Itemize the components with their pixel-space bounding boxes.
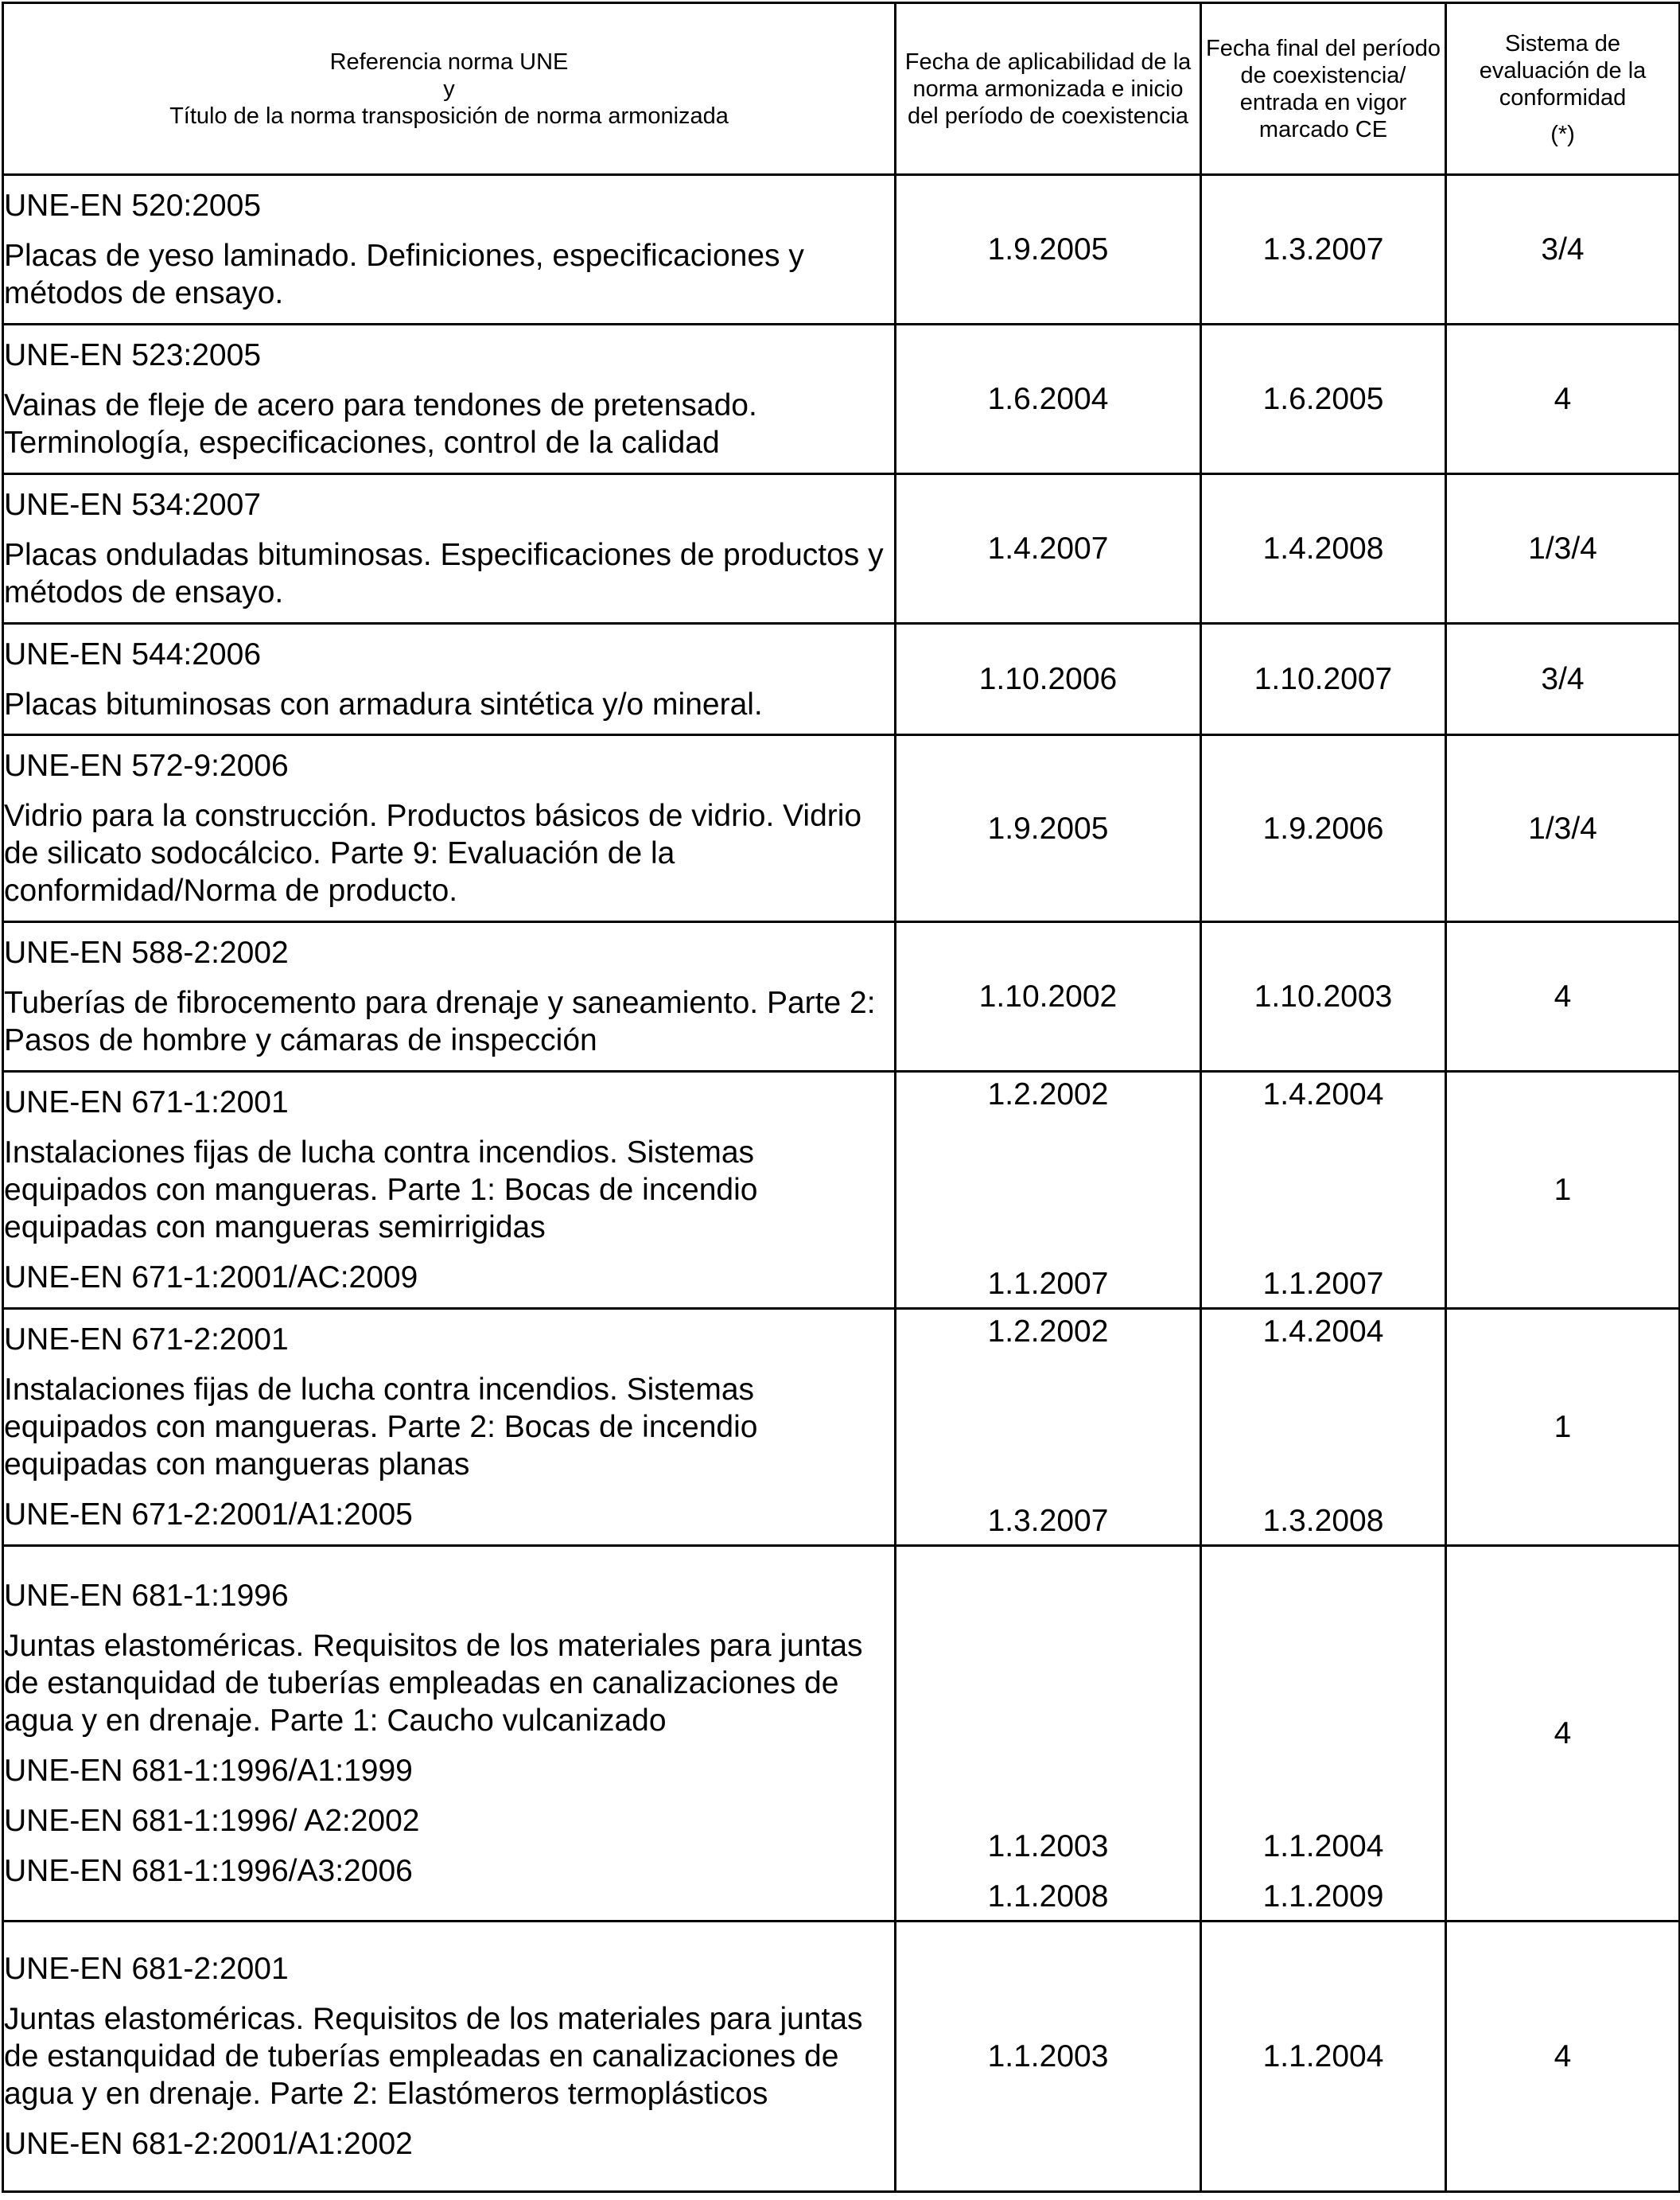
standard-title: Placas de yeso laminado. Definiciones, especificaciones y métodos de ensayo.: [4, 239, 804, 310]
standards-table: [2, 2, 1680, 2193]
reference-cell: [3, 1309, 896, 1546]
start-date-cell: [896, 1546, 1201, 1922]
start-date: 1.4.2007: [896, 474, 1201, 624]
amendment-code: UNE-EN 681-2:2001/A1:2002: [4, 2127, 413, 2161]
header-reference-line2: y: [443, 76, 455, 102]
standard-code: UNE-EN 534:2007: [4, 488, 262, 522]
end-date: 1.4.2004: [1262, 1077, 1384, 1112]
header-end-date: Fecha final del período de coexistencia/ entrada en vigor marcado CE: [1201, 3, 1446, 175]
amendment-start-date: 1.1.2008: [987, 1879, 1109, 1914]
system-value: 4: [1446, 325, 1680, 474]
header-reference: [3, 3, 896, 175]
start-date: 1.10.2002: [896, 922, 1201, 1072]
standard-code: UNE-EN 520:2005: [4, 189, 262, 223]
reference-cell: [3, 325, 896, 474]
amendment-end-date: 1.1.2004: [1262, 1829, 1384, 1863]
table-row: [3, 735, 1680, 922]
header-reference-line3: Título de la norma transposición de norma armonizada: [169, 103, 729, 129]
amendment-start-date: 1.1.2003: [987, 1829, 1109, 1863]
standard-code: UNE-EN 681-1:1996: [4, 1579, 289, 1613]
end-date: 1.4.2004: [1262, 1314, 1384, 1349]
amendment-code: UNE-EN 671-2:2001/A1:2005: [4, 1497, 413, 1532]
standard-title: Instalaciones fijas de lucha contra incendios. Sistemas equipados con mangueras. Parte 2: Bocas de incendio equipadas con mangueras planas: [4, 1373, 758, 1482]
table-row: [3, 175, 1680, 325]
reference-cell: [3, 735, 896, 922]
start-date-cell: [896, 1072, 1201, 1309]
header-reference-line1: Referencia norma UNE: [329, 49, 569, 75]
system-value: 4: [1446, 922, 1680, 1072]
header-system: [1446, 3, 1680, 175]
amendment-code: UNE-EN 681-1:1996/A3:2006: [4, 1854, 413, 1888]
amendment-start-date: 1.3.2007: [987, 1504, 1109, 1538]
standard-code: UNE-EN 671-2:2001: [4, 1322, 289, 1357]
table-row: [3, 1309, 1680, 1546]
standard-title: Vainas de fleje de acero para tendones de pretensado. Terminología, especificaciones, control de la calidad: [4, 388, 757, 460]
standard-code: UNE-EN 681-2:2001: [4, 1952, 289, 1986]
table-row: [3, 1072, 1680, 1309]
table-row: [3, 474, 1680, 624]
amendment-code: UNE-EN 681-1:1996/A1:1999: [4, 1754, 413, 1788]
standard-title: Placas onduladas bituminosas. Especificaciones de productos y métodos de ensayo.: [4, 538, 884, 609]
start-date: 1.6.2004: [896, 325, 1201, 474]
amendment-end-date: 1.1.2009: [1262, 1879, 1384, 1914]
header-start-date: Fecha de aplicabilidad de la norma armonizada e inicio del período de coexistencia: [896, 3, 1201, 175]
amendment-code: UNE-EN 681-1:1996/ A2:2002: [4, 1804, 420, 1838]
end-date: 1.10.2007: [1201, 624, 1446, 735]
start-date: 1.2.2002: [987, 1077, 1109, 1112]
table-row: [3, 1922, 1680, 2192]
table-row: [3, 1546, 1680, 1922]
standard-title: Vidrio para la construcción. Productos básicos de vidrio. Vidrio de silicato sodocálcico. Parte 9: Evaluación de la conformidad/Norma de producto.: [4, 799, 862, 908]
standard-title: Instalaciones fijas de lucha contra incendios. Sistemas equipados con mangueras. Parte 1: Bocas de incendio equipadas con mangueras semirrigidas: [4, 1135, 758, 1244]
reference-cell: [3, 922, 896, 1072]
reference-cell: [3, 1922, 896, 2192]
start-date: 1.1.2003: [896, 1922, 1201, 2192]
end-date: 1.6.2005: [1201, 325, 1446, 474]
end-date: 1.3.2007: [1201, 175, 1446, 325]
standard-title: Tuberías de fibrocemento para drenaje y saneamiento. Parte 2: Pasos de hombre y cámaras de inspección: [4, 986, 876, 1057]
standard-title: Juntas elastoméricas. Requisitos de los materiales para juntas de estanquidad de tuberías empleadas en canalizaciones de agua y en drenaje. Parte 2: Elastómeros termoplásticos: [4, 2002, 863, 2111]
end-date-cell: [1201, 1072, 1446, 1309]
table-row: [3, 624, 1680, 735]
reference-cell: [3, 624, 896, 735]
standard-code: UNE-EN 572-9:2006: [4, 749, 289, 783]
start-date: 1.2.2002: [987, 1314, 1109, 1349]
system-value: 4: [1446, 1922, 1680, 2192]
system-value: 1: [1446, 1072, 1680, 1309]
amendment-end-date: 1.1.2007: [1262, 1267, 1384, 1301]
reference-cell: [3, 1072, 896, 1309]
start-date: 1.10.2006: [896, 624, 1201, 735]
system-value: 3/4: [1446, 624, 1680, 735]
header-row: [3, 3, 1680, 175]
end-date: 1.10.2003: [1201, 922, 1446, 1072]
end-date: 1.1.2004: [1201, 1922, 1446, 2192]
end-date: 1.9.2006: [1201, 735, 1446, 922]
standard-title: Juntas elastoméricas. Requisitos de los materiales para juntas de estanquidad de tuberías empleadas en canalizaciones de agua y en drenaje. Parte 1: Caucho vulcanizado: [4, 1629, 863, 1738]
end-date-cell: [1201, 1309, 1446, 1546]
start-date: 1.9.2005: [896, 735, 1201, 922]
system-value: 1/3/4: [1446, 474, 1680, 624]
system-value: 4: [1446, 1546, 1680, 1922]
table-row: [3, 325, 1680, 474]
reference-cell: [3, 1546, 896, 1922]
amendment-end-date: 1.3.2008: [1262, 1504, 1384, 1538]
end-date-cell: [1201, 1546, 1446, 1922]
standard-title: Placas bituminosas con armadura sintética y/o mineral.: [4, 687, 763, 722]
start-date: 1.9.2005: [896, 175, 1201, 325]
start-date-cell: [896, 1309, 1201, 1546]
table-row: [3, 922, 1680, 1072]
header-system-label: Sistema de evaluación de la conformidad: [1479, 30, 1647, 111]
system-value: 3/4: [1446, 175, 1680, 325]
system-value: 1/3/4: [1446, 735, 1680, 922]
end-date: 1.4.2008: [1201, 474, 1446, 624]
standard-code: UNE-EN 588-2:2002: [4, 936, 289, 970]
standard-code: UNE-EN 671-1:2001: [4, 1085, 289, 1119]
system-value: 1: [1446, 1309, 1680, 1546]
standard-code: UNE-EN 544:2006: [4, 637, 262, 672]
amendment-start-date: 1.1.2007: [987, 1267, 1109, 1301]
amendment-code: UNE-EN 671-1:2001/AC:2009: [4, 1260, 418, 1295]
reference-cell: [3, 474, 896, 624]
reference-cell: [3, 175, 896, 325]
standard-code: UNE-EN 523:2005: [4, 338, 262, 372]
header-system-note: (*): [1550, 121, 1575, 147]
